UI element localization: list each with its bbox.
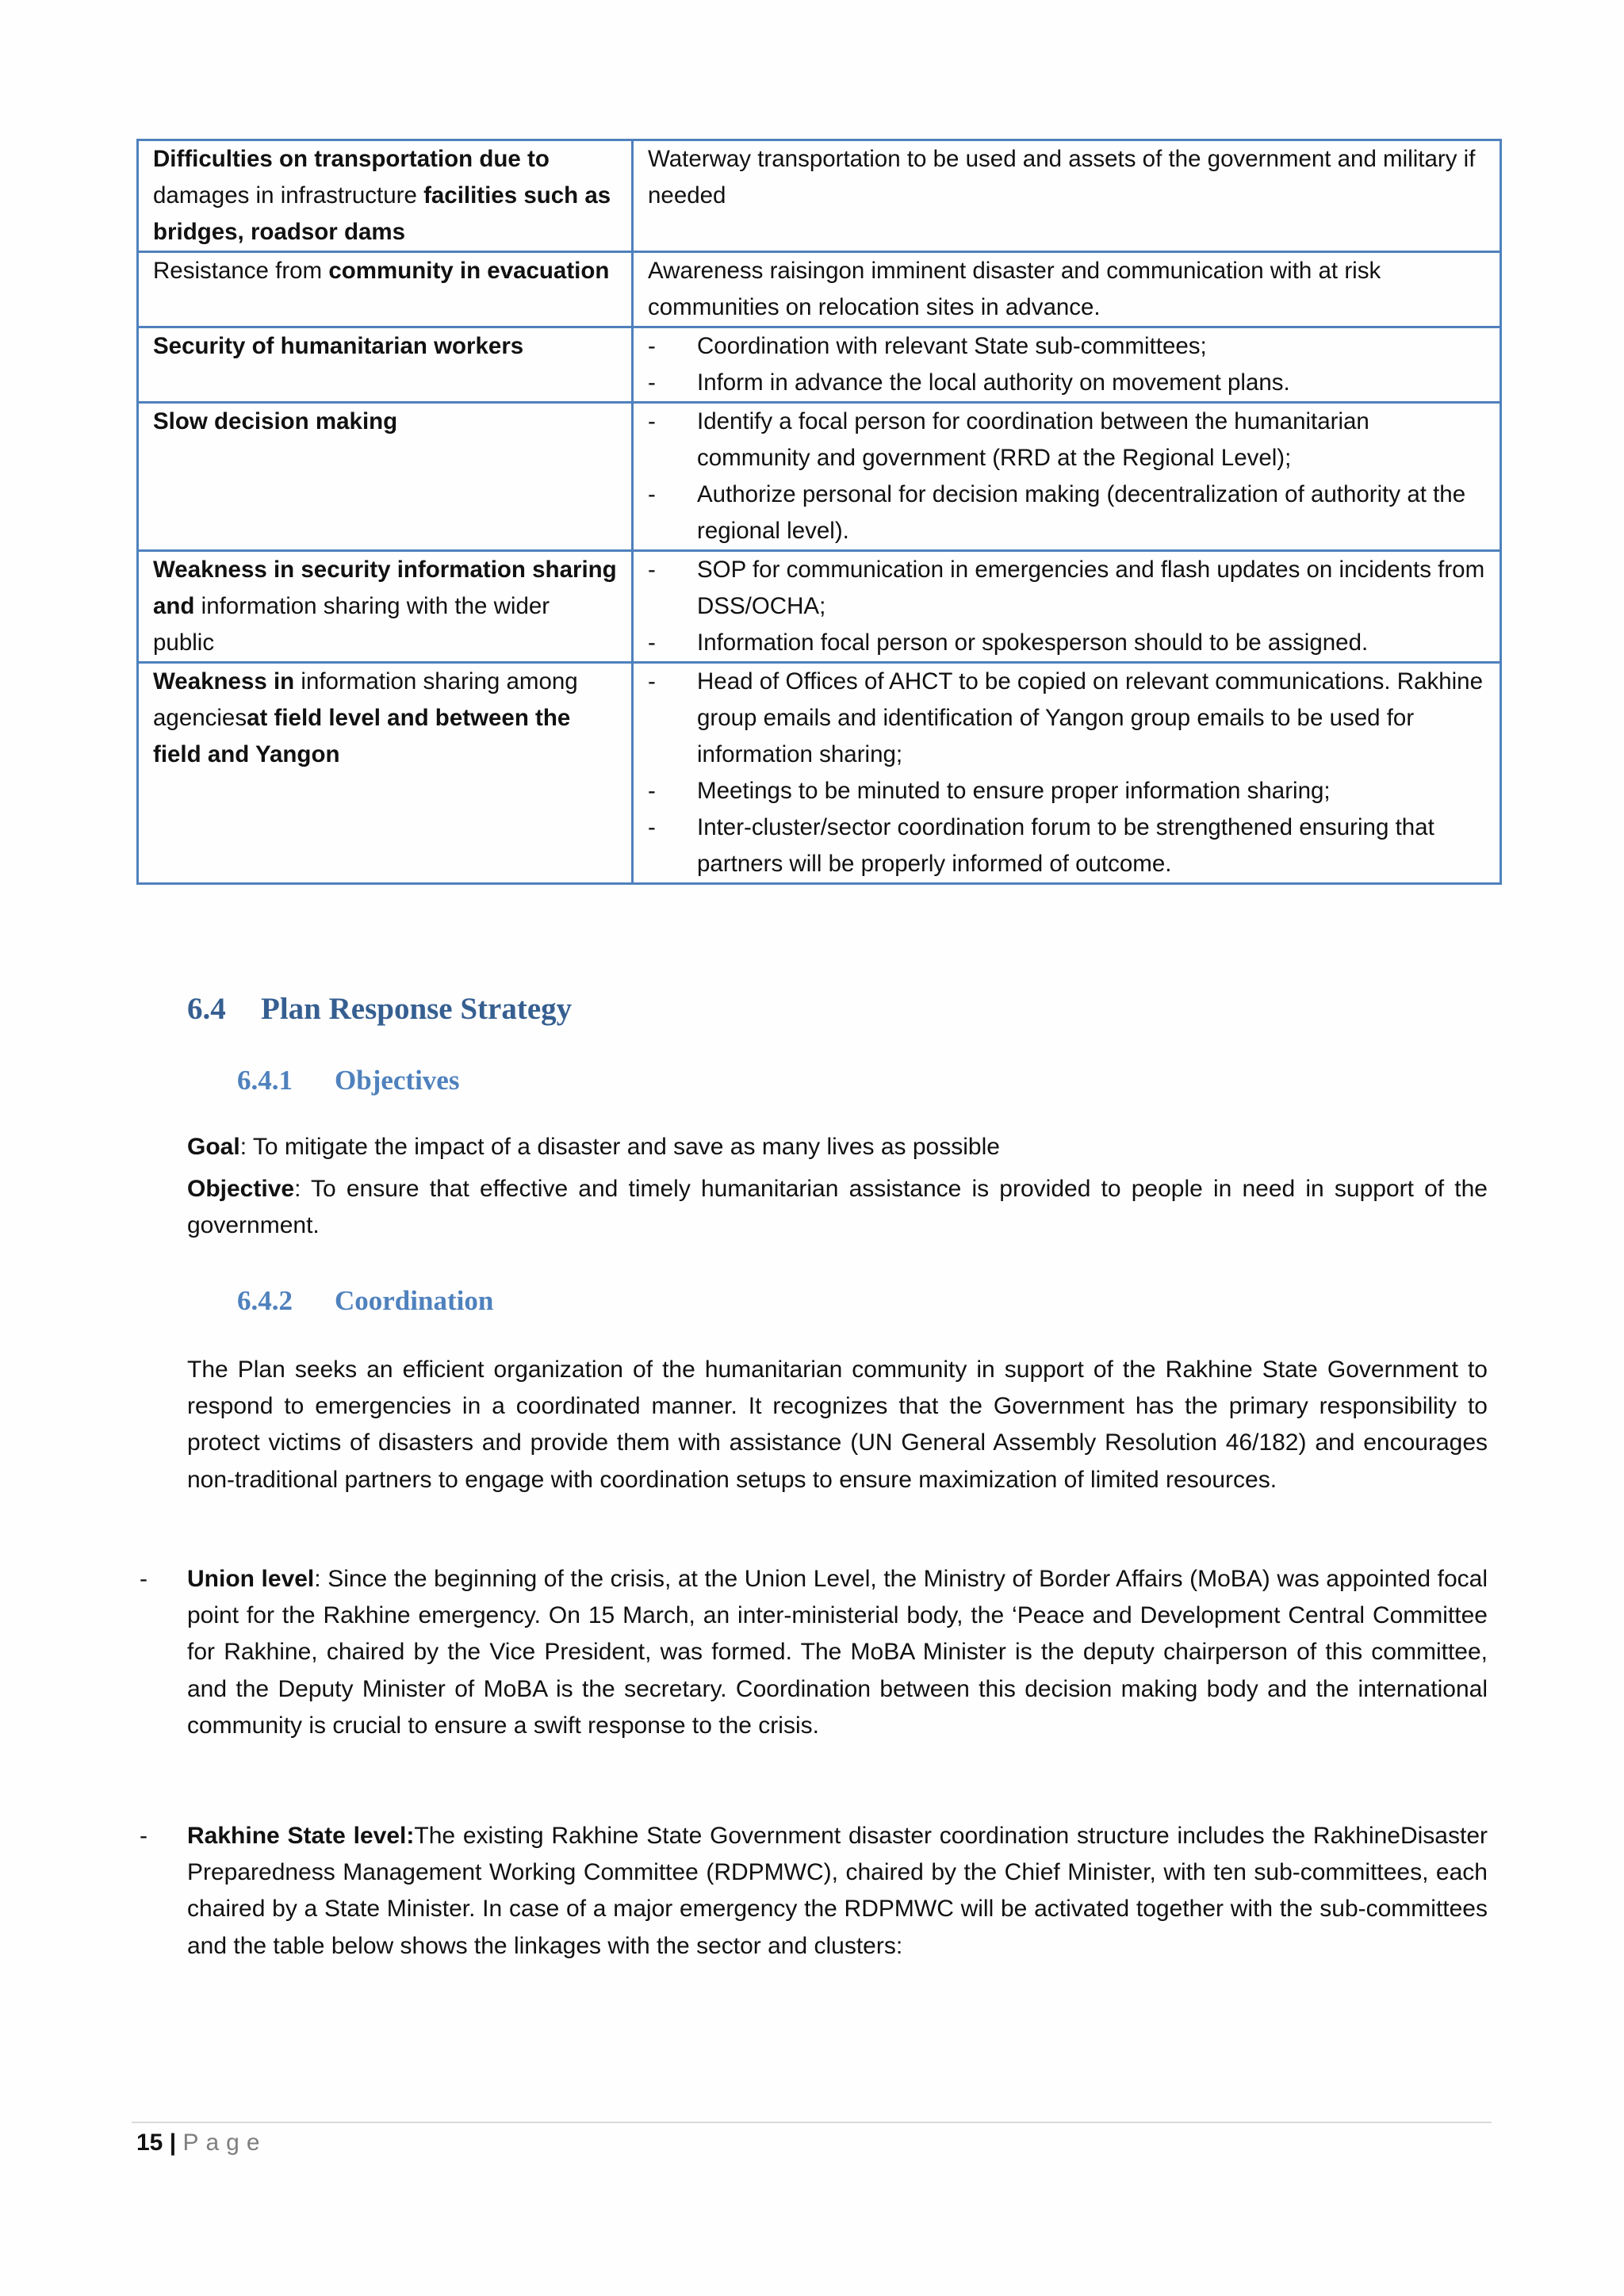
challenge-text: Resistance from: [153, 258, 329, 284]
response-cell: [633, 403, 1501, 551]
bullet-dash: -: [648, 557, 656, 583]
bullet-dash: -: [140, 1823, 147, 1849]
section-heading: [187, 991, 572, 1027]
bullet-dash: -: [648, 778, 656, 804]
response-list: [648, 404, 1485, 549]
table-row: [138, 140, 1501, 252]
response-text: Waterway transportation to be used and assets of the government and military if needed: [648, 146, 1476, 209]
page-number: 15: [136, 2130, 163, 2156]
state-text: The existing Rakhine State Government disaster coordination structure includes the RakhineDisaster Preparedness Management Working Committee (RDPMWC), chaired by the Chief Minister, with ten sub-committees, each chaired by a State Minister. In case of a major emergency the RDPMWC will be activated together with the sub-committees and the table below shows the linkages with the sector and clusters:: [187, 1823, 1488, 1959]
objective-text: : To ensure that effective and timely humanitarian assistance is provided to people in need in support of the government.: [187, 1176, 1488, 1239]
bullet-dash: -: [648, 333, 656, 359]
goal-label: Goal: [187, 1134, 240, 1160]
page-footer: [136, 2130, 267, 2156]
response-list-item: [648, 328, 1485, 365]
challenge-text: Weakness in security information sharing and: [153, 557, 617, 619]
page-label: Page: [182, 2130, 267, 2156]
bullet-dash: -: [648, 369, 656, 396]
bullet-dash: -: [648, 814, 656, 840]
response-item-text: Inform in advance the local authority on movement plans.: [697, 369, 1290, 396]
bullet-dash: -: [648, 629, 656, 656]
response-item-text: Information focal person or spokesperson should to be assigned.: [697, 629, 1369, 656]
challenge-cell: [138, 327, 633, 403]
section-title: Plan Response Strategy: [261, 992, 573, 1026]
objectives-heading: [237, 1065, 459, 1096]
union-text: : Since the beginning of the crisis, at the Union Level, the Ministry of Border Affairs (MoBA) was appointed focal point for the Rakhine emergency. On 15 March, an inter-ministerial body, the ‘Peace and Development Central Committee for Rakhine, chaired by the Vice President, was formed. The MoBA Minister is the deputy chairperson of this committee, and the Deputy Minister of MoBA is the secretary. Coordination between this decision making body and the international community is crucial to ensure a swift response to the crisis.: [187, 1566, 1488, 1739]
footer-separator: |: [169, 2130, 177, 2156]
challenge-cell: [138, 140, 633, 252]
response-list-item: [648, 552, 1485, 625]
table-row: [138, 663, 1501, 884]
section-number: 6.4: [187, 992, 226, 1026]
response-cell: [633, 252, 1501, 327]
table-row: [138, 551, 1501, 663]
goal-text: : To mitigate the impact of a disaster and save as many lives as possible: [239, 1134, 1000, 1160]
challenge-cell: [138, 403, 633, 551]
challenge-cell: [138, 551, 633, 663]
footer-divider: [132, 2122, 1492, 2123]
challenge-text: information sharing with the wider public: [153, 593, 550, 656]
response-item-text: Meetings to be minuted to ensure proper information sharing;: [697, 778, 1331, 804]
challenge-text: Security of humanitarian workers: [153, 333, 524, 359]
state-level-bullet: [136, 1818, 1488, 1965]
response-item-text: Inter-cluster/sector coordination forum to be strengthened ensuring that partners will be properly informed of outcome.: [697, 814, 1434, 877]
response-cell: [633, 663, 1501, 884]
challenge-text: information sharing among agencies: [153, 668, 578, 731]
response-item-text: Coordination with relevant State sub-committees;: [697, 333, 1207, 359]
table-row: [138, 403, 1501, 551]
challenge-text: at field level and between the field and Yangon: [153, 705, 571, 767]
response-item-text: Identify a focal person for coordination between the humanitarian community and government (RRD at the Regional Level);: [697, 408, 1369, 471]
response-list-item: [648, 625, 1485, 661]
goal-paragraph: [187, 1129, 1488, 1165]
response-list-item: [648, 365, 1485, 401]
response-list-item: [648, 664, 1485, 773]
response-list-item: [648, 773, 1485, 809]
challenge-text: Slow decision making: [153, 408, 398, 434]
table-row: [138, 327, 1501, 403]
response-list: [648, 664, 1485, 882]
challenge-cell: [138, 663, 633, 884]
table-row: [138, 252, 1501, 327]
response-cell: [633, 327, 1501, 403]
response-item-text: Authorize personal for decision making (decentralization of authority at the regional level).: [697, 481, 1466, 544]
subsection-number: 6.4.1: [237, 1065, 293, 1096]
subsection-title: Objectives: [335, 1065, 460, 1096]
response-list-item: [648, 809, 1485, 882]
state-label: Rakhine State level:: [187, 1823, 415, 1849]
challenges-table: [136, 139, 1502, 885]
challenge-text: Difficulties on transportation due to: [153, 146, 550, 172]
objective-paragraph: [187, 1171, 1488, 1244]
response-item-text: SOP for communication in emergencies and flash updates on incidents from DSS/OCHA;: [697, 557, 1485, 619]
response-cell: [633, 140, 1501, 252]
bullet-dash: -: [648, 408, 656, 434]
bullet-dash: -: [648, 668, 656, 695]
response-list: [648, 552, 1485, 661]
response-text: Awareness raisingon imminent disaster and communication with at risk communities on relocation sites in advance.: [648, 258, 1381, 320]
response-list: [648, 328, 1485, 401]
subsection-title: Coordination: [335, 1285, 494, 1316]
coordination-heading: [237, 1285, 493, 1317]
challenge-text: community in evacuation: [328, 258, 610, 284]
union-level-bullet: [136, 1561, 1488, 1744]
bullet-dash: -: [140, 1566, 147, 1592]
response-list-item: [648, 404, 1485, 476]
objective-label: Objective: [187, 1176, 295, 1202]
challenge-text: facilities such as bridges, roadsor dams: [153, 182, 611, 245]
challenge-cell: [138, 252, 633, 327]
bullet-dash: -: [648, 481, 656, 507]
coordination-intro: The Plan seeks an efficient organization of the humanitarian community in support of the Rakhine State Government to respond to emergencies in a coordinated manner. It recognizes that the Government has the primary responsibility to protect victims of disasters and provide them with assistance (UN General Assembly Resolution 46/182) and encourages non-traditional partners to engage with coordination setups to ensure maximization of limited resources.: [187, 1357, 1488, 1493]
response-cell: [633, 551, 1501, 663]
challenge-text: Weakness in: [153, 668, 295, 695]
response-item-text: Head of Offices of AHCT to be copied on relevant communications. Rakhine group emails and identification of Yangon group emails to be used for information sharing;: [697, 668, 1483, 767]
union-label: Union level: [187, 1566, 315, 1592]
challenge-text: damages in infrastructure: [153, 182, 424, 209]
response-list-item: [648, 476, 1485, 549]
subsection-number: 6.4.2: [237, 1285, 293, 1316]
